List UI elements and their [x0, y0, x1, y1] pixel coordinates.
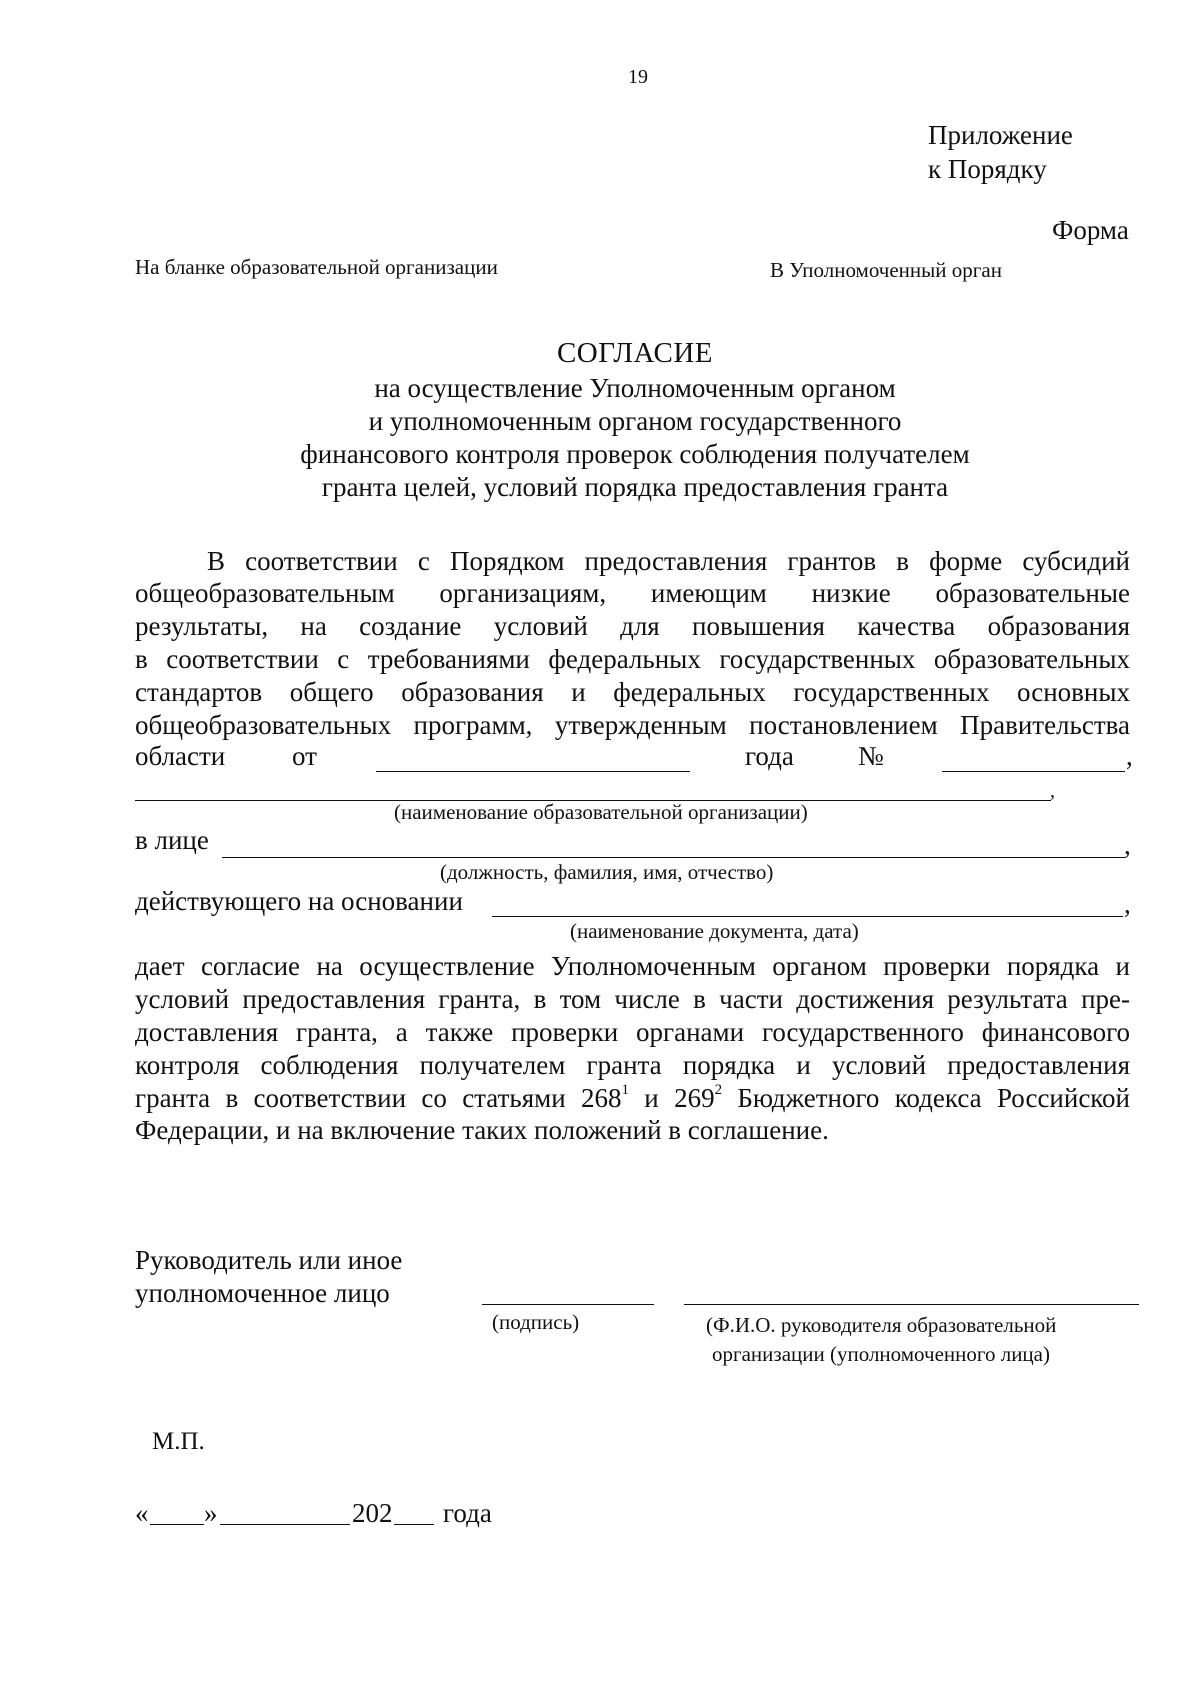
- consent-line-5: [135, 1082, 1130, 1114]
- comma-3: ,: [1124, 830, 1131, 860]
- acting-on-label: действующего на основании: [135, 886, 463, 916]
- title-line-2: и уполномоченным органом государственного: [368, 406, 902, 436]
- position-name-hint: (должность, фамилия, имя, отчество): [440, 860, 774, 884]
- number-sign: №: [858, 741, 884, 771]
- appendix-line-2: к Порядку: [928, 154, 1047, 184]
- form-label: Форма: [1052, 215, 1129, 245]
- fio-hint-line-2: организации (уполномоченного лица): [712, 1342, 1050, 1366]
- title-main: СОГЛАСИЕ: [556, 337, 714, 369]
- body-line-3: результаты, на создание условий для повышения качества образования: [135, 611, 1130, 641]
- ot-word: от: [292, 741, 317, 771]
- consent-line-1: дает согласие на осуществление Уполномоченным органом проверки порядка и: [135, 951, 1130, 981]
- decree-number-field[interactable]: [942, 771, 1125, 772]
- page-number: 19: [628, 66, 648, 88]
- consent-line-5-a: гранта в соответствии со статьями 268: [135, 1083, 622, 1113]
- title-line-3: финансового контроля проверок соблюдения получателем: [300, 439, 970, 469]
- decree-date-field[interactable]: [376, 771, 690, 772]
- body-line-4: в соответствии с требованиями федеральных государственных образовательных: [135, 644, 1130, 674]
- comma-1: ,: [1126, 741, 1133, 771]
- title-line-1: на осуществление Уполномоченным органом: [374, 373, 896, 403]
- goda-word: года: [745, 741, 794, 771]
- consent-line-2: условий предоставления гранта, в том числе в части достижения результата пре-: [135, 984, 1130, 1014]
- signer-title-line-1: Руководитель или иное: [135, 1245, 403, 1275]
- consent-line-6: Федерации, и на включение таких положений в соглашение.: [135, 1115, 829, 1145]
- date-year-prefix: 202: [352, 1498, 393, 1528]
- date-open-quote: «: [135, 1498, 149, 1528]
- document-title: [0, 337, 1200, 504]
- date-close-quote: »: [204, 1498, 218, 1528]
- consent-line-5-b: и 269: [628, 1083, 715, 1113]
- addressee: В Уполномоченный орган: [770, 258, 1002, 282]
- title-line-4: гранта целей, условий порядка предоставления гранта: [321, 472, 949, 502]
- org-name-hint: (наименование образовательной организации): [394, 800, 808, 824]
- letterhead-note: На бланке образовательной организации: [135, 255, 498, 279]
- position-name-field[interactable]: [222, 857, 1125, 858]
- footnote-mark-2: 2: [714, 1082, 723, 1098]
- appendix-line-1: Приложение: [928, 120, 1073, 150]
- v-litse-label: в лице: [135, 825, 209, 855]
- fio-field[interactable]: [684, 1304, 1139, 1305]
- fio-hint-line-1: (Ф.И.О. руководителя образовательной: [706, 1313, 1057, 1337]
- comma-4: ,: [1124, 889, 1131, 919]
- date-year-field[interactable]: [394, 1524, 434, 1525]
- consent-line-3: доставления гранта, а также проверки органами государственного финансового: [135, 1017, 1130, 1047]
- signature-field[interactable]: [482, 1304, 654, 1305]
- body-line-6: общеобразовательных программ, утвержденным постановлением Правительства: [135, 710, 1130, 740]
- oblasti-word: области: [135, 741, 226, 771]
- body-line-5: стандартов общего образования и федеральных государственных основных: [135, 677, 1130, 707]
- footnote-mark-1: 1: [621, 1082, 629, 1098]
- stamp-place: М.П.: [152, 1428, 205, 1455]
- body-line-1: В соответствии с Порядком предоставления грантов в форме субсидий: [207, 546, 1130, 576]
- date-year-word: года: [443, 1498, 492, 1528]
- comma-2: ,: [1050, 780, 1055, 802]
- signature-hint: (подпись): [492, 1310, 580, 1334]
- basis-document-field[interactable]: [492, 916, 1123, 917]
- date-month-field[interactable]: [220, 1524, 350, 1525]
- body-line-2: общеобразовательным организациям, имеющим низкие образовательные: [135, 578, 1130, 608]
- signer-title-line-2: уполномоченное лицо: [135, 1278, 390, 1308]
- date-day-field[interactable]: [150, 1524, 204, 1525]
- consent-line-5-c: Бюджетного кодекса Российской: [722, 1083, 1131, 1113]
- basis-document-hint: (наименование документа, дата): [570, 919, 859, 943]
- appendix-label: [928, 118, 1073, 186]
- consent-line-4: контроля соблюдения получателем гранта порядка и условий предоставления: [135, 1050, 1130, 1080]
